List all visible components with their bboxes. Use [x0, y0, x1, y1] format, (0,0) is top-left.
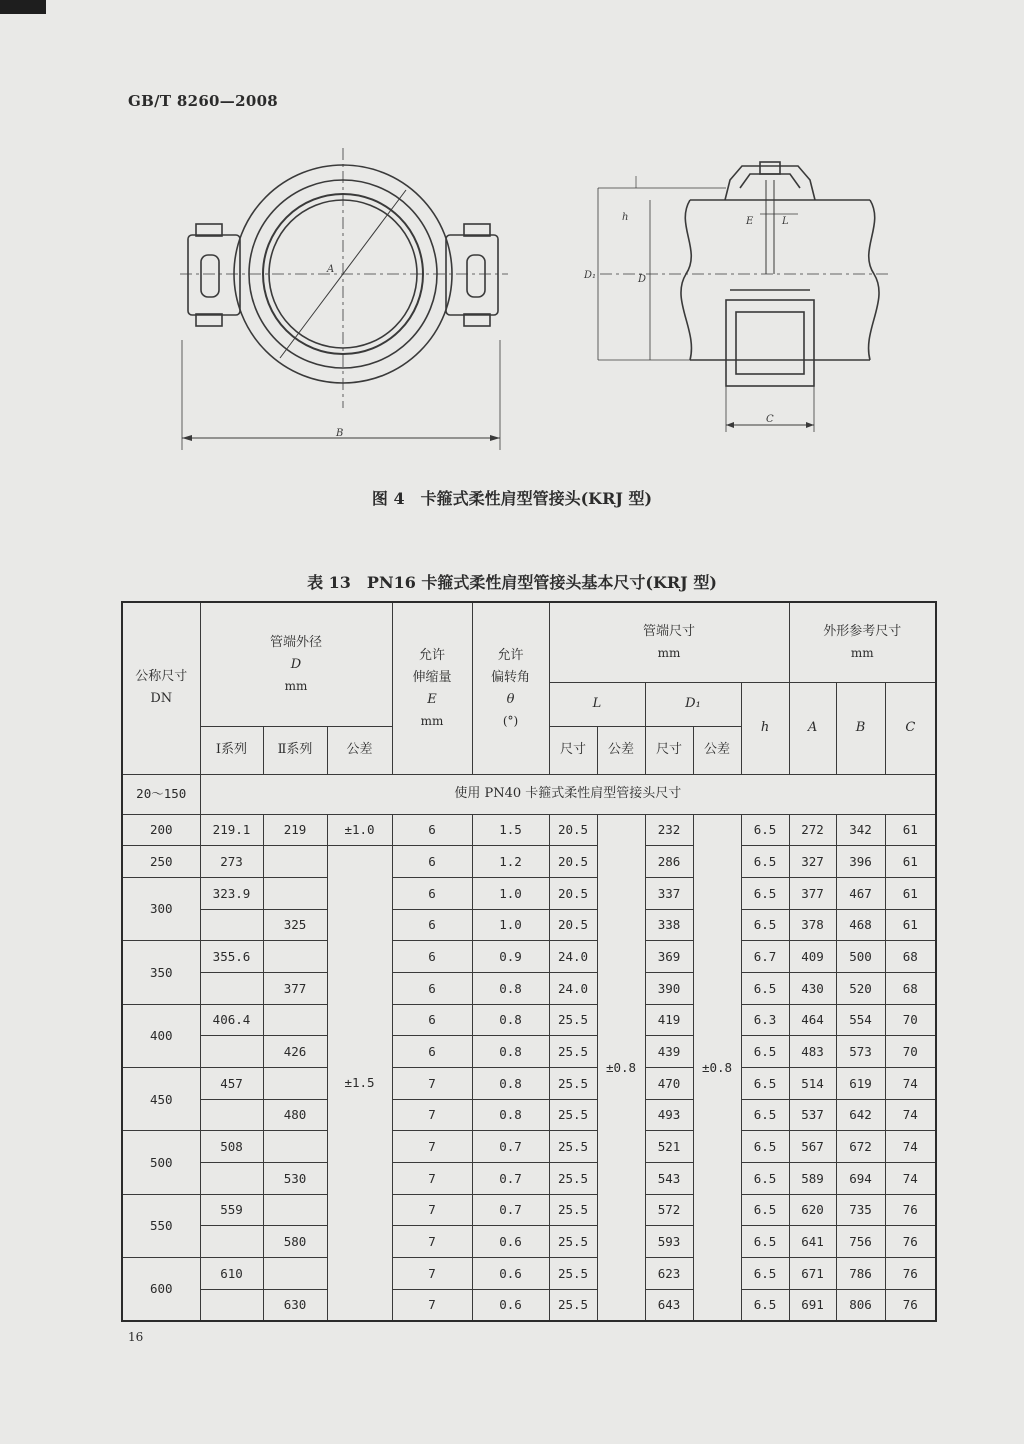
cell-l-size: 25.5 — [549, 1289, 597, 1321]
cell-c: 68 — [885, 941, 936, 973]
cell-c: 61 — [885, 846, 936, 878]
cell-e: 7 — [392, 1226, 472, 1258]
label-b: B — [336, 428, 344, 439]
cell-b: 573 — [836, 1036, 885, 1068]
table-row — [122, 1099, 936, 1131]
cell-c: 76 — [885, 1194, 936, 1226]
cell-c: 61 — [885, 877, 936, 909]
scan-corner-mark — [0, 0, 46, 14]
cell-a: 641 — [789, 1226, 836, 1258]
cell-series1: 273 — [200, 846, 263, 878]
cell-e: 7 — [392, 1068, 472, 1100]
cell-b: 672 — [836, 1131, 885, 1163]
cell-series1: 355.6 — [200, 941, 263, 973]
cell-b: 756 — [836, 1226, 885, 1258]
label-l: L — [782, 216, 789, 227]
cell-e: 6 — [392, 1036, 472, 1068]
cell-dn: 250 — [122, 846, 200, 878]
cell-theta: 0.7 — [472, 1194, 549, 1226]
cell-series2 — [263, 1258, 327, 1290]
cell-c: 68 — [885, 972, 936, 1004]
cell-a: 430 — [789, 972, 836, 1004]
cell-d1-tolerance: ±0.8 — [693, 814, 741, 1321]
table-row — [122, 1163, 936, 1195]
header-deflection — [472, 602, 549, 774]
cell-l-size: 25.5 — [549, 1163, 597, 1195]
cell-h: 6.5 — [741, 846, 789, 878]
cell-series1 — [200, 972, 263, 1004]
cell-h: 6.3 — [741, 1004, 789, 1036]
cell-b: 500 — [836, 941, 885, 973]
header-outline — [789, 602, 936, 682]
cell-series1: 457 — [200, 1068, 263, 1100]
cell-series2: 530 — [263, 1163, 327, 1195]
cell-e: 6 — [392, 909, 472, 941]
header-h: h — [741, 682, 789, 774]
header-outline-label: 外形参考尺寸 — [823, 624, 902, 639]
cell-e: 6 — [392, 814, 472, 846]
cell-h: 6.5 — [741, 877, 789, 909]
table-row — [122, 814, 936, 846]
cell-d1-size: 623 — [645, 1258, 693, 1290]
cell-b: 396 — [836, 846, 885, 878]
cell-theta: 0.6 — [472, 1226, 549, 1258]
cell-l-size: 25.5 — [549, 1004, 597, 1036]
figure-caption: 图 4 卡箍式柔性肩型管接头(KRJ 型) — [371, 489, 653, 508]
cell-h: 6.5 — [741, 1131, 789, 1163]
cell-series1 — [200, 1036, 263, 1068]
table-row-note — [122, 774, 936, 814]
header-series1: Ⅰ系列 — [200, 726, 263, 774]
header-dn-sub: DN — [150, 691, 173, 707]
cell-a: 514 — [789, 1068, 836, 1100]
cell-h: 6.5 — [741, 814, 789, 846]
cell-h: 6.7 — [741, 941, 789, 973]
cell-b: 806 — [836, 1289, 885, 1321]
header-od-unit: mm — [284, 679, 308, 694]
cell-c: 74 — [885, 1068, 936, 1100]
cell-dn: 350 — [122, 941, 200, 1004]
cell-series2 — [263, 941, 327, 973]
table-row — [122, 1194, 936, 1226]
cell-h: 6.5 — [741, 1068, 789, 1100]
standard-code: GB/T 8260—2008 — [128, 92, 279, 110]
cell-e: 7 — [392, 1131, 472, 1163]
section-view — [598, 162, 890, 432]
cell-h: 6.5 — [741, 1163, 789, 1195]
cell-series1: 323.9 — [200, 877, 263, 909]
table-row — [122, 972, 936, 1004]
cell-theta: 0.9 — [472, 941, 549, 973]
header-theta-unit: (°) — [502, 714, 519, 729]
cell-series1 — [200, 1289, 263, 1321]
cell-l-size: 25.5 — [549, 1036, 597, 1068]
figure-krj-coupling — [170, 140, 910, 460]
page-number: 16 — [128, 1330, 144, 1344]
header-pipe-end-label: 管端尺寸 — [643, 624, 696, 639]
cell-d1-size: 543 — [645, 1163, 693, 1195]
cell-e: 7 — [392, 1099, 472, 1131]
cell-a: 567 — [789, 1131, 836, 1163]
cell-theta: 0.8 — [472, 1004, 549, 1036]
cell-d1-size: 572 — [645, 1194, 693, 1226]
header-pipe-end — [549, 602, 789, 682]
cell-c: 70 — [885, 1036, 936, 1068]
label-d: D — [638, 274, 647, 285]
cell-series2: 630 — [263, 1289, 327, 1321]
cell-c: 74 — [885, 1131, 936, 1163]
cell-e: 6 — [392, 1004, 472, 1036]
table-row — [122, 846, 936, 878]
header-tolerance: 公差 — [327, 726, 392, 774]
cell-e: 6 — [392, 972, 472, 1004]
cell-b: 735 — [836, 1194, 885, 1226]
cell-a: 589 — [789, 1163, 836, 1195]
header-l-size: 尺寸 — [549, 726, 597, 774]
cell-b: 642 — [836, 1099, 885, 1131]
cell-a: 272 — [789, 814, 836, 846]
cell-l-tolerance: ±0.8 — [597, 814, 645, 1321]
cell-b: 342 — [836, 814, 885, 846]
cell-b: 468 — [836, 909, 885, 941]
header-e-unit: mm — [420, 714, 444, 729]
cell-d1-size: 643 — [645, 1289, 693, 1321]
cell-dn: 300 — [122, 877, 200, 940]
cell-a: 483 — [789, 1036, 836, 1068]
cell-c: 76 — [885, 1226, 936, 1258]
cell-dn: 600 — [122, 1258, 200, 1321]
cell-series1: 508 — [200, 1131, 263, 1163]
header-l-tol: 公差 — [597, 726, 645, 774]
cell-theta: 1.5 — [472, 814, 549, 846]
cell-l-size: 25.5 — [549, 1258, 597, 1290]
header-expansion-label: 伸缩量 — [412, 670, 452, 685]
cell-series1: 219.1 — [200, 814, 263, 846]
cell-dn: 450 — [122, 1068, 200, 1131]
cell-series1: 610 — [200, 1258, 263, 1290]
cell-h: 6.5 — [741, 1036, 789, 1068]
dimensions-table — [121, 601, 937, 1322]
cell-l-size: 25.5 — [549, 1194, 597, 1226]
header-a: A — [789, 682, 836, 774]
header-d1-size: 尺寸 — [645, 726, 693, 774]
cell-l-size: 25.5 — [549, 1131, 597, 1163]
header-c: C — [885, 682, 936, 774]
cell-a: 464 — [789, 1004, 836, 1036]
cell-c: 61 — [885, 909, 936, 941]
cell-series2 — [263, 846, 327, 878]
table-row — [122, 1289, 936, 1321]
header-od-sym: D — [290, 657, 302, 673]
header-deflection-label: 偏转角 — [490, 670, 530, 685]
cell-series2: 580 — [263, 1226, 327, 1258]
cell-dn: 550 — [122, 1194, 200, 1257]
label-c: C — [766, 414, 774, 425]
cell-h: 6.5 — [741, 909, 789, 941]
cell-a: 377 — [789, 877, 836, 909]
cell-a: 620 — [789, 1194, 836, 1226]
cell-theta: 0.8 — [472, 1068, 549, 1100]
cell-series2: 426 — [263, 1036, 327, 1068]
cell-theta: 0.7 — [472, 1163, 549, 1195]
cell-b: 619 — [836, 1068, 885, 1100]
cell-h: 6.5 — [741, 1289, 789, 1321]
header-od-label: 管端外径 — [269, 634, 322, 650]
header-pipe-end-unit: mm — [657, 646, 681, 661]
cell-series2 — [263, 877, 327, 909]
cell-d1-size: 369 — [645, 941, 693, 973]
cell-b: 554 — [836, 1004, 885, 1036]
cell-d1-size: 337 — [645, 877, 693, 909]
cell-series2: 219 — [263, 814, 327, 846]
cell-series2: 377 — [263, 972, 327, 1004]
table-body — [122, 774, 936, 1321]
cell-theta: 0.8 — [472, 1036, 549, 1068]
label-a: A — [327, 264, 335, 275]
cell-a: 378 — [789, 909, 836, 941]
table-row — [122, 1068, 936, 1100]
table-caption: 表 13 PN16 卡箍式柔性肩型管接头基本尺寸(KRJ 型) — [307, 573, 717, 592]
table-row — [122, 1258, 936, 1290]
header-expansion — [392, 602, 472, 774]
cell-b: 694 — [836, 1163, 885, 1195]
label-e: E — [746, 216, 754, 227]
cell-d1-size: 439 — [645, 1036, 693, 1068]
cell-e: 7 — [392, 1258, 472, 1290]
cell-d1-size: 338 — [645, 909, 693, 941]
label-h: h — [622, 212, 629, 223]
cell-e: 7 — [392, 1163, 472, 1195]
header-allow2: 允许 — [497, 647, 524, 663]
cell-theta: 1.2 — [472, 846, 549, 878]
cell-e: 6 — [392, 941, 472, 973]
header-series2: Ⅱ系列 — [263, 726, 327, 774]
cell-l-size: 24.0 — [549, 941, 597, 973]
header-d1: D₁ — [645, 682, 741, 726]
cell-h: 6.5 — [741, 1099, 789, 1131]
cell-dn: 400 — [122, 1004, 200, 1067]
cell-c: 76 — [885, 1289, 936, 1321]
header-dn — [122, 602, 200, 774]
table-row — [122, 909, 936, 941]
cell-theta: 1.0 — [472, 909, 549, 941]
table-row — [122, 1036, 936, 1068]
cell-series2: 480 — [263, 1099, 327, 1131]
cell-theta: 0.8 — [472, 1099, 549, 1131]
header-e-sym: E — [427, 692, 437, 708]
coupling-drawing — [170, 140, 910, 460]
cell-a: 691 — [789, 1289, 836, 1321]
cell-b: 520 — [836, 972, 885, 1004]
cell-e: 6 — [392, 877, 472, 909]
cell-l-size: 20.5 — [549, 877, 597, 909]
cell-d1-size: 419 — [645, 1004, 693, 1036]
table-row — [122, 877, 936, 909]
cell-dn: 200 — [122, 814, 200, 846]
cell-a: 537 — [789, 1099, 836, 1131]
cell-c: 76 — [885, 1258, 936, 1290]
cell-a: 409 — [789, 941, 836, 973]
cell-d1-size: 390 — [645, 972, 693, 1004]
cell-series1: 406.4 — [200, 1004, 263, 1036]
header-l: L — [549, 682, 645, 726]
cell-l-size: 20.5 — [549, 814, 597, 846]
cell-e: 7 — [392, 1194, 472, 1226]
cell-series2 — [263, 1068, 327, 1100]
table-row — [122, 1131, 936, 1163]
cell-theta: 0.8 — [472, 972, 549, 1004]
label-d1: D₁ — [584, 270, 597, 281]
cell-c: 74 — [885, 1099, 936, 1131]
header-od — [200, 602, 392, 726]
cell-series2 — [263, 1194, 327, 1226]
table-row — [122, 1226, 936, 1258]
cell-dn: 500 — [122, 1131, 200, 1194]
cell-l-size: 20.5 — [549, 909, 597, 941]
cell-d1-size: 470 — [645, 1068, 693, 1100]
cell-d1-size: 232 — [645, 814, 693, 846]
header-b: B — [836, 682, 885, 774]
cell-theta: 0.6 — [472, 1289, 549, 1321]
cell-l-size: 25.5 — [549, 1068, 597, 1100]
header-allow1: 允许 — [418, 647, 445, 663]
cell-series1 — [200, 1226, 263, 1258]
front-view — [180, 148, 508, 450]
cell-l-size: 24.0 — [549, 972, 597, 1004]
cell-h: 6.5 — [741, 972, 789, 1004]
cell-series2: 325 — [263, 909, 327, 941]
cell-tolerance-d-merged: ±1.5 — [327, 846, 392, 1321]
note-text: 使用 PN40 卡箍式柔性肩型管接头尺寸 — [200, 774, 936, 814]
cell-tolerance-d: ±1.0 — [327, 814, 392, 846]
cell-d1-size: 493 — [645, 1099, 693, 1131]
cell-c: 61 — [885, 814, 936, 846]
cell-a: 327 — [789, 846, 836, 878]
cell-series1 — [200, 1163, 263, 1195]
cell-series1 — [200, 909, 263, 941]
cell-b: 786 — [836, 1258, 885, 1290]
cell-h: 6.5 — [741, 1194, 789, 1226]
cell-d1-size: 593 — [645, 1226, 693, 1258]
cell-d1-size: 286 — [645, 846, 693, 878]
cell-theta: 0.7 — [472, 1131, 549, 1163]
cell-l-size: 25.5 — [549, 1226, 597, 1258]
header-dn-label: 公称尺寸 — [135, 669, 188, 685]
cell-b: 467 — [836, 877, 885, 909]
cell-theta: 1.0 — [472, 877, 549, 909]
header-outline-unit: mm — [850, 646, 874, 661]
table-row — [122, 941, 936, 973]
cell-series1: 559 — [200, 1194, 263, 1226]
cell-c: 74 — [885, 1163, 936, 1195]
cell-e: 7 — [392, 1289, 472, 1321]
table-row — [122, 1004, 936, 1036]
cell-h: 6.5 — [741, 1258, 789, 1290]
cell-h: 6.5 — [741, 1226, 789, 1258]
cell-l-size: 20.5 — [549, 846, 597, 878]
header-d1-tol: 公差 — [693, 726, 741, 774]
cell-d1-size: 521 — [645, 1131, 693, 1163]
cell-series1 — [200, 1099, 263, 1131]
cell-theta: 0.6 — [472, 1258, 549, 1290]
cell-e: 6 — [392, 846, 472, 878]
cell-series2 — [263, 1004, 327, 1036]
cell-series2 — [263, 1131, 327, 1163]
cell-a: 671 — [789, 1258, 836, 1290]
cell-l-size: 25.5 — [549, 1099, 597, 1131]
note-dn: 20～150 — [122, 774, 200, 814]
header-theta-sym: θ — [506, 692, 515, 708]
cell-c: 70 — [885, 1004, 936, 1036]
